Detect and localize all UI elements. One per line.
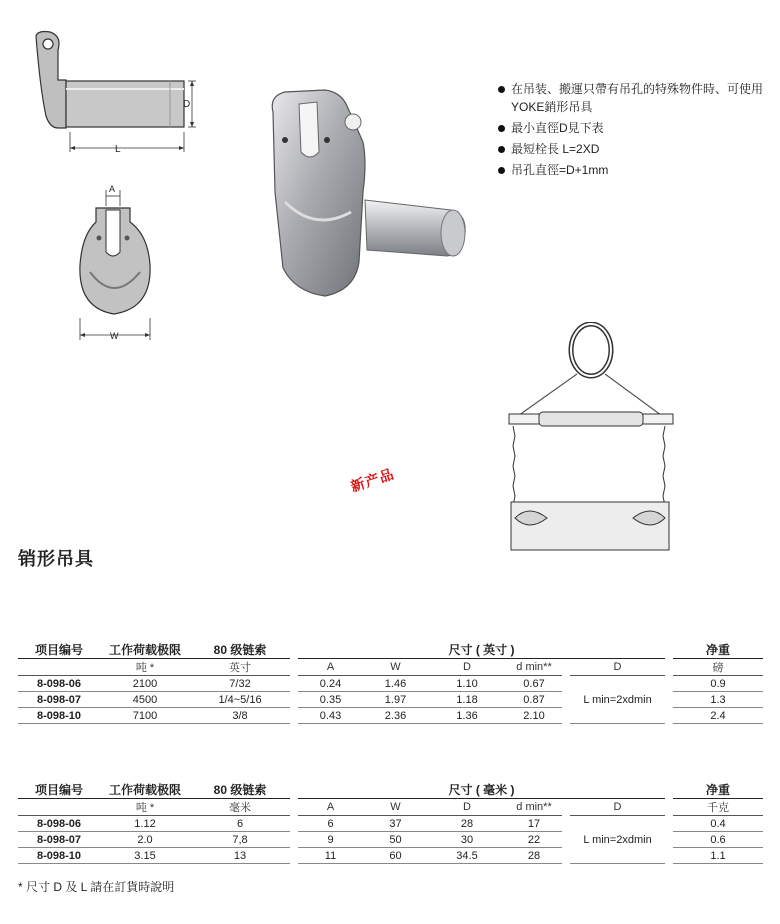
section-title: 销形吊具: [18, 549, 94, 569]
table-cell: 0.43: [298, 708, 363, 724]
col-header-code: 项目编号: [18, 780, 100, 799]
table-cell: 1.1: [673, 848, 763, 864]
table-cell: 8-098-07: [18, 832, 100, 848]
dim-a-label: A: [109, 184, 116, 194]
column-gap: [665, 676, 673, 692]
table-cell: 0.24: [298, 676, 363, 692]
table-cell: 60: [363, 848, 428, 864]
table-cell: 28: [506, 848, 562, 864]
column-gap: [562, 676, 570, 692]
column-gap: [562, 848, 570, 864]
table-cell: 2100: [100, 676, 190, 692]
table-cell: 34.5: [428, 848, 506, 864]
column-gap: [665, 799, 673, 816]
column-gap: [562, 708, 570, 724]
table-cell: 3.15: [100, 848, 190, 864]
subheader-w: W: [363, 659, 428, 676]
table-cell: 37: [363, 816, 428, 832]
column-gap: [562, 816, 570, 832]
table-cell: 1.3: [673, 692, 763, 708]
table-cell: 7/32: [190, 676, 290, 692]
column-gap: [665, 708, 673, 724]
subheader-w: W: [363, 799, 428, 816]
unit-weight: 磅: [673, 659, 763, 676]
table-cell: 50: [363, 832, 428, 848]
subheader-dmin: d min**: [506, 659, 562, 676]
table-cell: 0.87: [506, 692, 562, 708]
table-row: [18, 676, 763, 692]
column-gap: [665, 780, 673, 799]
column-gap: [290, 816, 298, 832]
column-gap: [665, 659, 673, 676]
table-cell: 28: [428, 816, 506, 832]
table-cell: 1.10: [428, 676, 506, 692]
column-gap: [562, 799, 570, 816]
col-header-dims: 尺寸 ( 英寸 ): [298, 640, 665, 659]
dim-w-label: W: [110, 331, 119, 341]
table-row: [18, 816, 763, 832]
table-cell: 1.12: [100, 816, 190, 832]
table-cell: 17: [506, 816, 562, 832]
column-gap: [562, 659, 570, 676]
table-cell: 1.46: [363, 676, 428, 692]
subheader-dcol: D: [570, 659, 665, 676]
table-cell: 7,8: [190, 832, 290, 848]
table-cell: 0.9: [673, 676, 763, 692]
table-cell: 6: [298, 816, 363, 832]
spec-table-mm: [18, 780, 763, 864]
subheader-dcol: D: [570, 799, 665, 816]
feature-item: 最小直徑D見下表: [497, 119, 767, 137]
table-cell: 13: [190, 848, 290, 864]
table-cell: 8-098-10: [18, 708, 100, 724]
column-gap: [665, 832, 673, 848]
column-gap: [290, 799, 298, 816]
table-cell: 8-098-06: [18, 816, 100, 832]
unit-wll: 吨 *: [100, 799, 190, 816]
table-cell: 1/4~5/16: [190, 692, 290, 708]
table-cell: 6: [190, 816, 290, 832]
new-product-stamp: 新产品: [348, 465, 397, 495]
col-header-wll: 工作荷载极限: [100, 780, 190, 799]
column-gap: [562, 832, 570, 848]
col-header-chain: 80 级链索: [190, 640, 290, 659]
dim-d-label: D: [183, 99, 191, 110]
col-header-wll: 工作荷载极限: [100, 640, 190, 659]
side-view-drawing: [20, 28, 200, 158]
col-header-chain: 80 级链索: [190, 780, 290, 799]
spec-table-inch: [18, 640, 763, 724]
unit-weight: 千克: [673, 799, 763, 816]
col-header-weight: 净重: [673, 640, 763, 659]
column-gap: [290, 708, 298, 724]
length-note: L min=2xdmin: [570, 816, 665, 864]
unit-chain: 毫米: [190, 799, 290, 816]
product-image: [255, 82, 475, 317]
dim-l-label: L: [115, 144, 121, 155]
table-cell: 2.10: [506, 708, 562, 724]
column-gap: [665, 816, 673, 832]
column-gap: [290, 692, 298, 708]
table-cell: 1.18: [428, 692, 506, 708]
table-cell: 0.6: [673, 832, 763, 848]
column-gap: [290, 832, 298, 848]
subheader-a: A: [298, 799, 363, 816]
subheader-dmin: d min**: [506, 799, 562, 816]
col-header-code: 项目编号: [18, 640, 100, 659]
usage-illustration: [495, 322, 685, 557]
feature-list: [497, 80, 767, 182]
table-cell: 11: [298, 848, 363, 864]
table-cell: 1.97: [363, 692, 428, 708]
length-note: L min=2xdmin: [570, 676, 665, 724]
table-cell: 3/8: [190, 708, 290, 724]
footnote: * 尺寸 D 及 L 請在訂貨時說明: [18, 880, 175, 894]
table-cell: 4500: [100, 692, 190, 708]
table-cell: 2.0: [100, 832, 190, 848]
table-cell: 1.36: [428, 708, 506, 724]
column-gap: [665, 640, 673, 659]
unit-wll: 吨 *: [100, 659, 190, 676]
feature-item: 在吊装、搬運只帶有吊孔的特殊物件時、可使用YOKE銷形吊具: [497, 80, 767, 116]
feature-item: 吊孔直徑=D+1mm: [497, 161, 767, 179]
table-cell: 0.35: [298, 692, 363, 708]
subheader-a: A: [298, 659, 363, 676]
table-cell: 0.4: [673, 816, 763, 832]
table-cell: 30: [428, 832, 506, 848]
subheader-d: D: [428, 659, 506, 676]
col-header-weight: 净重: [673, 780, 763, 799]
table-cell: 9: [298, 832, 363, 848]
unit-chain: 英寸: [190, 659, 290, 676]
col-header-dims: 尺寸 ( 毫米 ): [298, 780, 665, 799]
column-gap: [290, 676, 298, 692]
table-cell: 8-098-06: [18, 676, 100, 692]
table-cell: 0.67: [506, 676, 562, 692]
table-cell: 2.4: [673, 708, 763, 724]
column-gap: [290, 659, 298, 676]
column-gap: [665, 692, 673, 708]
table-cell: 22: [506, 832, 562, 848]
table-cell: 7100: [100, 708, 190, 724]
column-gap: [290, 848, 298, 864]
column-gap: [290, 640, 298, 659]
column-gap: [562, 692, 570, 708]
table-cell: 2.36: [363, 708, 428, 724]
subheader-d: D: [428, 799, 506, 816]
column-gap: [665, 848, 673, 864]
column-gap: [290, 780, 298, 799]
front-view-drawing: [66, 180, 166, 345]
table-cell: 8-098-07: [18, 692, 100, 708]
table-cell: 8-098-10: [18, 848, 100, 864]
feature-item: 最短栓長 L=2XD: [497, 140, 767, 158]
